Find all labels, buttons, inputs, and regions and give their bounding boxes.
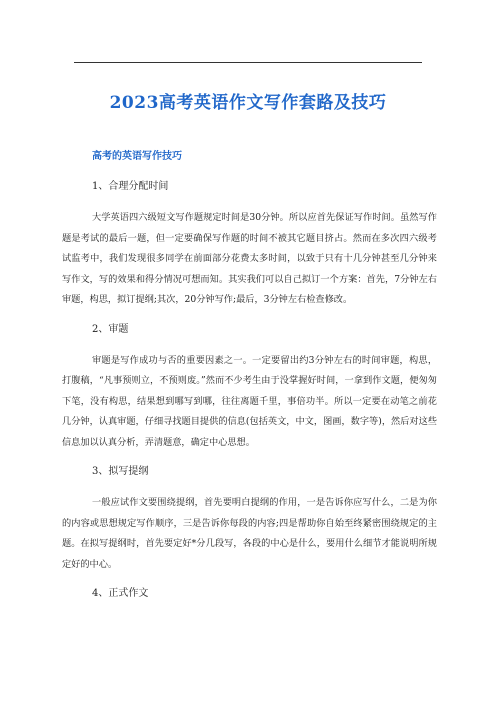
paragraph-reading-topic: 审题是写作成功与否的重要因素之一。一定要留出约3分钟左右的时间审题，构思，打腹稿，“凡事预则立，不预则废。”然而不少考生由于没掌握好时间，一拿到作文题，便匆匆下笔，没有构思，结果想到哪写到哪，往往离题千里，事倍功半。所以一定要在动笔之前花几分钟，认真审题，仔细寻找题目提供的信息(包括英文，中文，图画，数字等)，然后对这些信息加以认真分析，弄清题意，确定中心思想。: [62, 354, 437, 448]
header-rule: [74, 62, 422, 63]
document-title: 2023高考英语作文写作套路及技巧: [109, 93, 387, 113]
heading-outline: 3、拟写提纲: [92, 466, 149, 477]
heading-formal-writing: 4、正式作文: [92, 588, 149, 599]
section-title: 高考的英语写作技巧: [92, 151, 182, 162]
paragraph-outline: 一般应试作文要围绕提纲，首先要明白提纲的作用，一是告诉你应写什么，二是为你的内容或思想规定写作顺序，三是告诉你每段的内容;四是帮助你自始至终紧密围绕规定的主题。在拟写提纲时，首先要定好*分几段写，各段的中心是什么，要用什么细节才能说明所规定好的中心。: [62, 497, 437, 570]
heading-time-allocation: 1、合理分配时间: [92, 181, 169, 192]
document-body: [62, 150, 437, 615]
heading-reading-topic: 2、审题: [92, 323, 129, 335]
paragraph-time-allocation: 大学英语四六级短文写作题规定时间是30分钟。所以应首先保证写作时间。虽然写作题是考试的最后一题，但一定要确保写作题的时间不被其它题目挤占。然而在多次四六级考试监考中，我们发现很多同学在前面部分花费太多时间，以致于只有十几分钟甚至几分钟来写作文，写的效果和得分情况可想而知。其实我们可以自己拟订一个方案：首先，7分钟左右审题，构思，拟订提纲;其次，20分钟写作;最后，3分钟左右检查修改。: [62, 212, 437, 305]
